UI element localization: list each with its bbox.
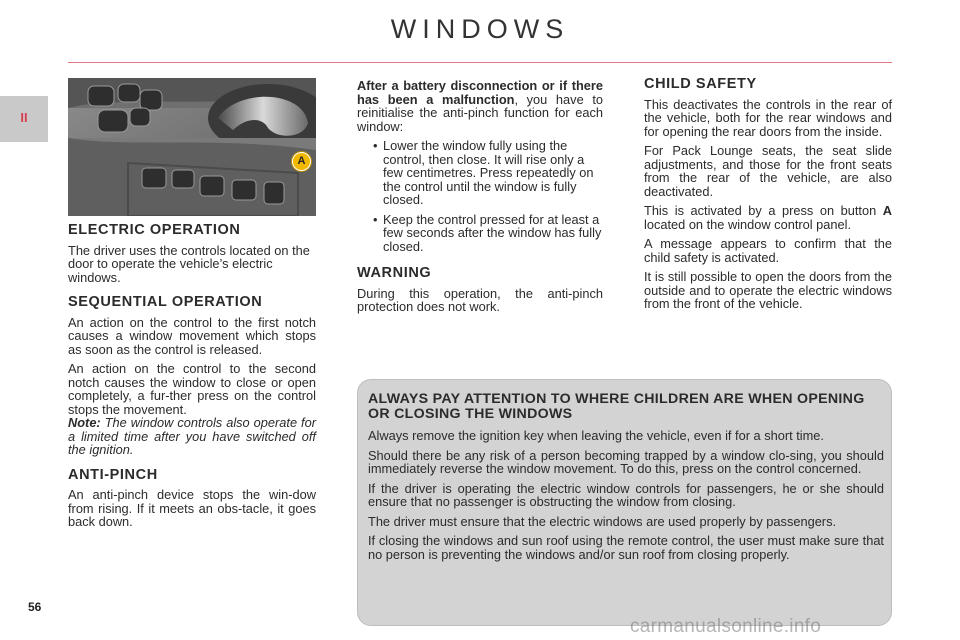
child-safety-paragraph-5: It is still possible to open the doors from the outside and to operate the electric windows from the front of the vehicle. xyxy=(644,269,892,311)
child-safety-paragraph-4: A message appears to confirm that the child safety is activated. xyxy=(644,236,892,265)
attention-paragraph: The driver must ensure that the electric windows are used properly by passengers. xyxy=(368,513,837,529)
warning-heading: WARNING xyxy=(357,265,432,281)
children-attention-box xyxy=(357,379,892,626)
right-column xyxy=(644,78,892,317)
attention-heading: ALWAYS PAY ATTENTION TO WHERE CHILDREN ARE WHEN OPENING OR CLOSING THE WINDOWS xyxy=(368,391,865,422)
child-safety-heading: CHILD SAFETY xyxy=(644,76,757,92)
note-label: Note: xyxy=(68,415,101,430)
note-paragraph xyxy=(68,416,316,457)
chapter-label: II xyxy=(20,110,28,125)
reinit-bold-text: After a battery disconnection or if there has been a malfunction xyxy=(357,78,603,107)
sequential-paragraph-1: An action on the control to the first notch causes a window movement which stops as soon as the control is released. xyxy=(68,314,316,357)
sequential-paragraph-2: An action on the control to the second notch causes the window to close or open completely, a fur-ther press on the control stops the movement. xyxy=(68,361,316,417)
note-text: The window controls also operate for a limited time after you have switched off the ignition. xyxy=(68,415,316,457)
button-a-marker: A xyxy=(292,152,311,171)
warning-text: During this operation, the anti-pinch protection does not work. xyxy=(357,285,603,314)
reinit-text: , you have to reinitialise the anti-pinch function for each window: xyxy=(357,91,603,134)
door-controls-illustration xyxy=(68,78,316,216)
child-safety-paragraph-3 xyxy=(644,204,892,231)
sequential-operation-heading: SEQUENTIAL OPERATION xyxy=(68,294,263,310)
title-divider xyxy=(68,62,892,63)
watermark-text: carmanualsonline.info xyxy=(630,616,822,637)
page-title: WINDOWS xyxy=(390,14,570,44)
electric-operation-heading: ELECTRIC OPERATION xyxy=(68,222,241,238)
attention-content xyxy=(368,392,884,567)
middle-column xyxy=(357,79,603,320)
activation-location-text: located on the window control panel. xyxy=(644,216,852,232)
electric-operation-text: The driver uses the controls located on the door to operate the vehicle’s electric windows. xyxy=(68,242,310,285)
reinit-paragraph xyxy=(357,79,603,133)
attention-paragraph: If the driver is operating the electric window controls for passengers, he or she should ensure that no passenger is obstructing the window from closing. xyxy=(368,480,884,509)
attention-paragraph: Always remove the ignition key when leaving the vehicle, even if for a short time. xyxy=(368,428,824,443)
child-safety-paragraph-2: For Pack Lounge seats, the seat slide adjustments, and those for the front seats from the rear of the vehicle, are also deactivated. xyxy=(644,143,892,199)
anti-pinch-heading: ANTI-PINCH xyxy=(68,466,158,483)
left-column xyxy=(68,224,316,535)
attention-paragraph: If closing the windows and sun roof using the remote control, the user must make sure that no person is preventing the windows and/or sun roof from closing properly. xyxy=(368,533,884,562)
list-item: • Keep the control pressed for at least a few seconds after the window has fully closed. xyxy=(373,213,603,254)
anti-pinch-text: An anti-pinch device stops the win-dow from rising. If it meets an obs-tacle, it goes back down. xyxy=(68,487,316,529)
page-number: 56 xyxy=(28,600,42,614)
button-a-reference: A xyxy=(882,203,892,218)
chapter-tab xyxy=(0,96,48,142)
activation-text: This is activated by a press on button xyxy=(644,203,883,218)
child-safety-paragraph-1: This deactivates the controls in the rear of the vehicle, both for the rear windows and for opening the rear doors from the inside. xyxy=(644,96,892,139)
reinit-steps-list xyxy=(357,139,603,253)
attention-paragraph: Should there be any risk of a person becoming trapped by a window clo-sing, you should immediately reverse the window movement. To do this, press on the control concerned. xyxy=(368,447,884,476)
door-controls-photo xyxy=(68,78,316,216)
list-item: • Lower the window fully using the control, then close. It will rise only a few centimetres. Press repeatedly on the control until the window is fully closed. xyxy=(373,139,603,207)
